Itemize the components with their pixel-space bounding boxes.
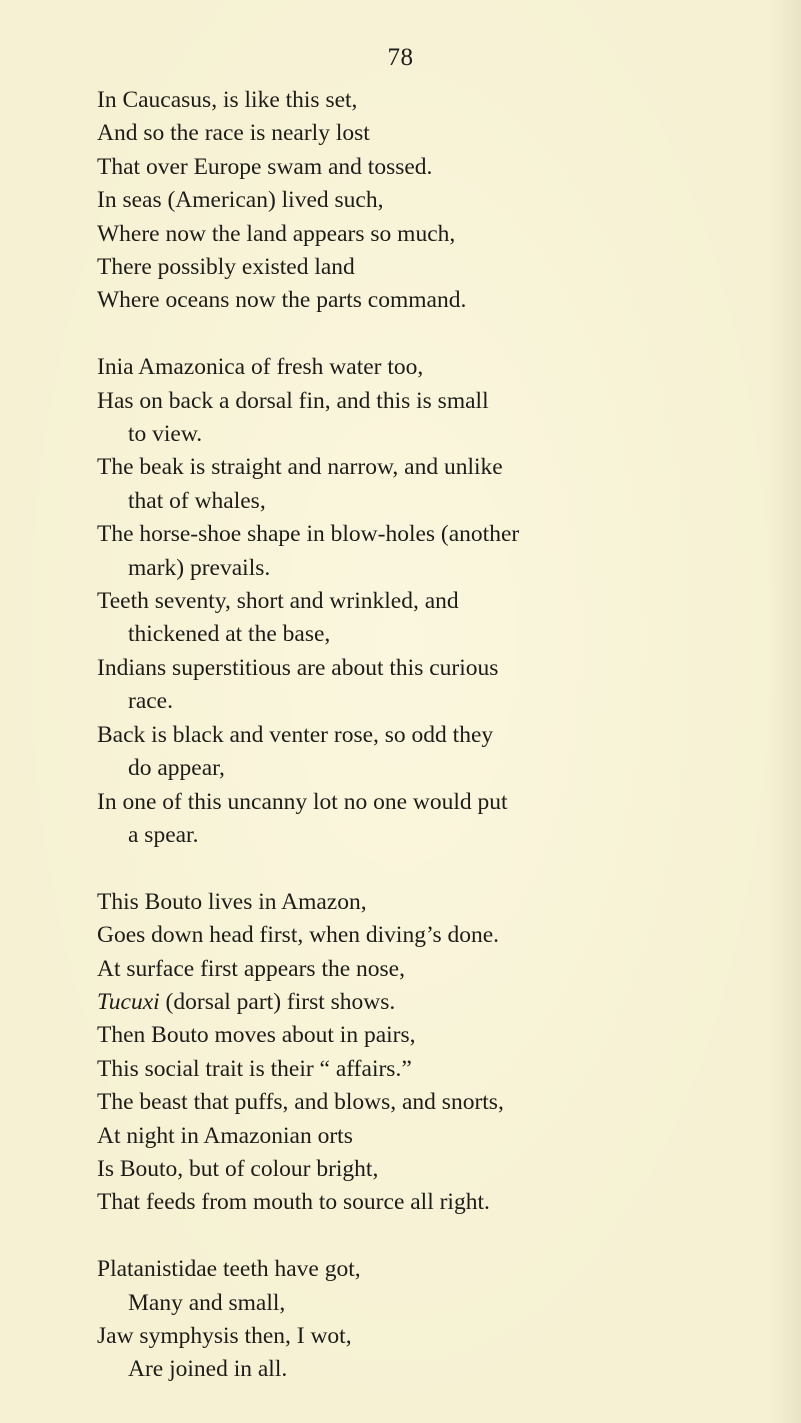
- poem-line: Where oceans now the parts command.: [97, 287, 467, 314]
- poem-line: The beast that puffs, and blows, and snorts,: [97, 1089, 504, 1116]
- poem-line: Goes down head first, when diving’s done.: [97, 922, 500, 949]
- stanza-3: [97, 886, 737, 1220]
- poem-line: Inia Amazonica of fresh water too,: [97, 354, 424, 381]
- poem-line: At night in Amazonian orts: [97, 1122, 353, 1149]
- poem-line: Back is black and venter rose, so odd they: [97, 721, 494, 748]
- poem-line-continuation: that of whales,: [128, 487, 266, 514]
- page-number: 78: [387, 44, 414, 71]
- poem-line-continuation: thickened at the base,: [128, 621, 331, 648]
- poem-line: Has on back a dorsal fin, and this is small: [97, 387, 489, 414]
- poem-line: Jaw symphysis then, I wot,: [97, 1322, 352, 1349]
- poem-line: Where now the land appears so much,: [97, 220, 456, 247]
- stanza-1: [97, 84, 737, 318]
- poem-line-with-italic: [97, 986, 737, 1019]
- poem-line: In one of this uncanny lot no one would put: [97, 788, 508, 815]
- poem-line: That over Europe swam and tossed.: [97, 153, 433, 180]
- poem-line: Is Bouto, but of colour bright,: [97, 1155, 379, 1182]
- poem-line: This Bouto lives in Amazon,: [97, 888, 367, 915]
- poem-line-continuation: a spear.: [128, 821, 199, 848]
- poem-line: That feeds from mouth to source all right.: [97, 1189, 490, 1216]
- poem-line: Many and small,: [128, 1289, 286, 1316]
- poem-line: And so the race is nearly lost: [97, 120, 370, 147]
- poem-line: Are joined in all.: [128, 1356, 288, 1383]
- poem-line: This social trait is their “ affairs.”: [97, 1055, 412, 1082]
- poem-line: Teeth seventy, short and wrinkled, and: [97, 588, 459, 615]
- poem-line: There possibly existed land: [97, 254, 355, 281]
- poem-line: At surface first appears the nose,: [97, 955, 405, 982]
- poem-line: In seas (American) lived such,: [97, 187, 384, 214]
- poem-line: Platanistidae teeth have got,: [97, 1256, 361, 1283]
- poem: [97, 84, 737, 1387]
- poem-line-continuation: do appear,: [128, 755, 225, 782]
- stanza-4: [97, 1253, 737, 1387]
- poem-line: Indians superstitious are about this curious: [97, 654, 499, 681]
- italic-word: Tucuxi: [97, 988, 160, 1015]
- poem-line: In Caucasus, is like this set,: [97, 87, 358, 113]
- poem-line: Then Bouto moves about in pairs,: [97, 1022, 416, 1049]
- poem-line-continuation: race.: [128, 688, 173, 715]
- poem-line-continuation: to view.: [128, 421, 203, 448]
- poem-line: The beak is straight and narrow, and unlike: [97, 454, 503, 481]
- poem-line-rest: (dorsal part) first shows.: [159, 988, 396, 1015]
- poem-line-continuation: mark) prevails.: [128, 554, 271, 581]
- poem-line: The horse-shoe shape in blow-holes (another: [97, 521, 520, 548]
- stanza-2: [97, 351, 737, 852]
